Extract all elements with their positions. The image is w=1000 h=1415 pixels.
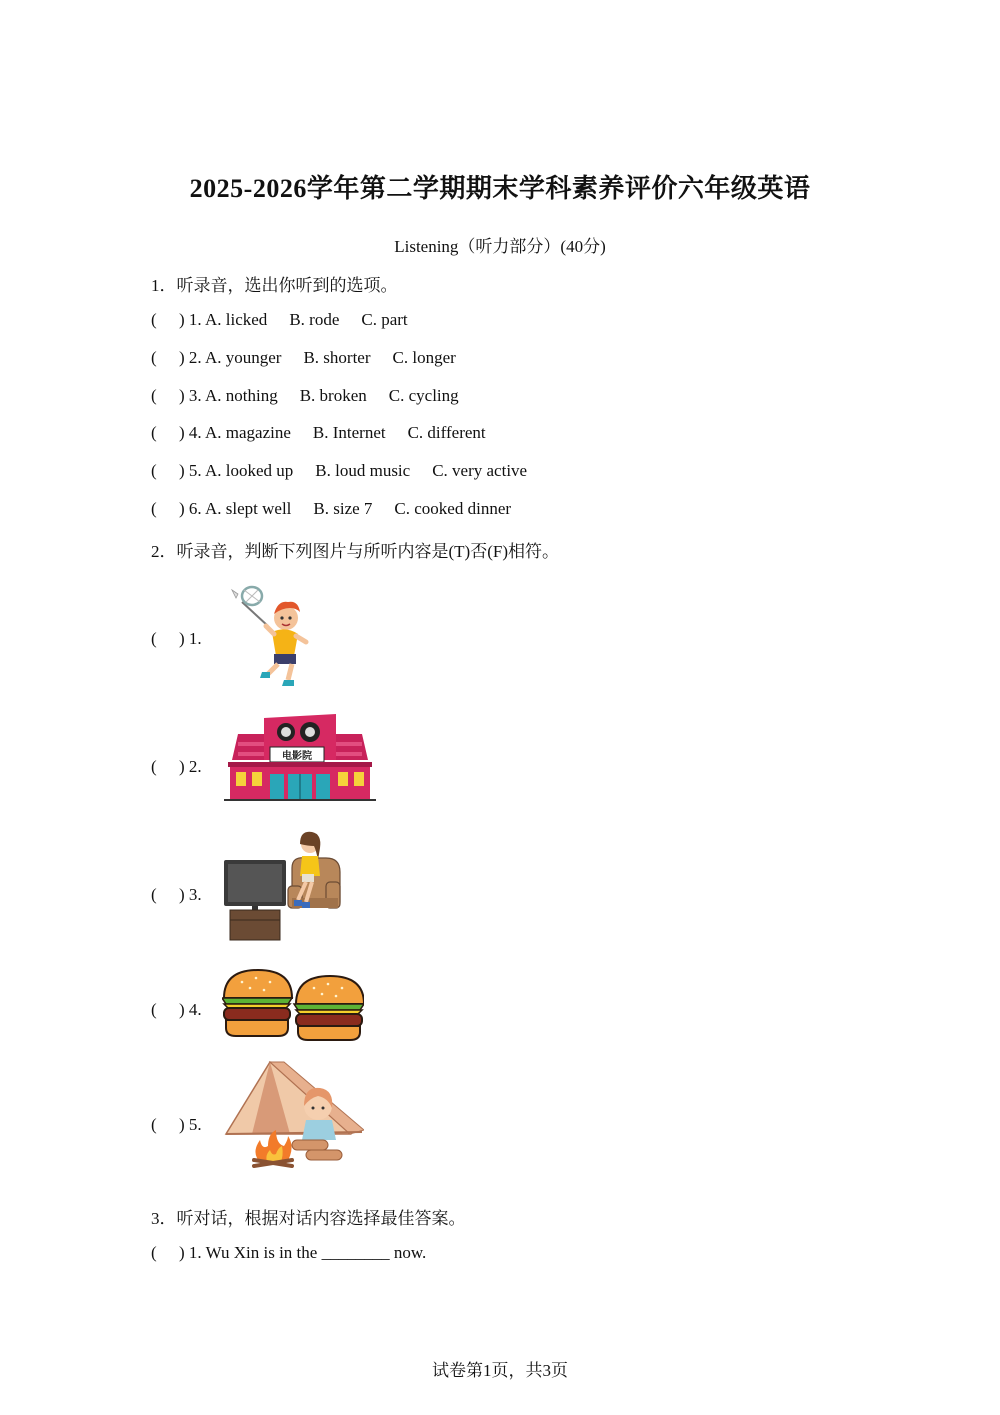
question-number: ) 4. (179, 423, 202, 442)
answer-paren: ( (151, 348, 157, 367)
question-number: ) 2. (179, 348, 202, 367)
question-row (151, 499, 511, 519)
section3-heading: 3．听对话，根据对话内容选择最佳答案。 (151, 1209, 466, 1228)
answer-paren: ( (151, 310, 157, 329)
answer-paren: ( (151, 885, 157, 904)
section1-heading: 1．听录音，选出你听到的选项。 (151, 276, 398, 295)
option-b: B. loud music (315, 461, 411, 480)
answer-paren: ( (151, 757, 157, 776)
section-subtitle: Listening（听力部分）(40分) (394, 237, 606, 256)
option-b: B. size 7 (313, 499, 373, 518)
question-text: Wu Xin is in the ________ now. (205, 1243, 427, 1262)
picture-question-row (151, 757, 202, 777)
option-a: A. magazine (204, 423, 291, 442)
option-b: B. shorter (303, 348, 371, 367)
question-row (151, 348, 456, 368)
answer-paren: ( (151, 1000, 157, 1019)
picture-question-row (151, 1000, 202, 1020)
cinema-icon (222, 712, 378, 804)
question-row (151, 1243, 426, 1263)
question-row (151, 461, 527, 481)
picture-question-row (151, 629, 202, 649)
question-row (151, 386, 459, 406)
picture-question-row (151, 1115, 202, 1135)
answer-paren: ( (151, 1115, 157, 1134)
badminton-boy-icon (222, 580, 322, 688)
girl-watching-tv-icon (222, 828, 342, 944)
option-b: B. broken (299, 386, 367, 405)
hamburgers-icon (222, 968, 364, 1044)
question-row (151, 310, 408, 330)
page-title: 2025-2026学年第二学期期末学科素养评价六年级英语 (189, 174, 811, 203)
option-a: A. younger (204, 348, 282, 367)
answer-paren: ( (151, 1243, 157, 1262)
option-b: B. rode (289, 310, 340, 329)
question-number: ) 3. (179, 885, 202, 904)
option-c: C. different (407, 423, 486, 442)
question-number: ) 5. (179, 1115, 202, 1134)
section2-heading: 2．听录音，判断下列图片与所听内容是(T)否(F)相符。 (151, 542, 559, 561)
question-number: ) 5. (179, 461, 202, 480)
answer-paren: ( (151, 629, 157, 648)
picture-question-row (151, 885, 202, 905)
answer-paren: ( (151, 461, 157, 480)
answer-paren: ( (151, 499, 157, 518)
question-number: ) 1. (179, 310, 202, 329)
answer-paren: ( (151, 423, 157, 442)
question-number: ) 2. (179, 757, 202, 776)
option-a: A. nothing (204, 386, 278, 405)
question-number: ) 1. (179, 629, 202, 648)
option-c: C. cooked dinner (394, 499, 512, 518)
option-a: A. slept well (204, 499, 292, 518)
option-a: A. looked up (204, 461, 294, 480)
option-c: C. longer (392, 348, 456, 367)
cinema-sign: 电影院 (282, 751, 312, 762)
camping-tent-icon (222, 1060, 364, 1172)
page-footer: 试卷第1页，共3页 (432, 1361, 568, 1380)
answer-paren: ( (151, 386, 157, 405)
question-row (151, 423, 486, 443)
option-c: C. very active (432, 461, 528, 480)
question-number: ) 6. (179, 499, 202, 518)
option-c: C. cycling (388, 386, 459, 405)
option-c: C. part (361, 310, 408, 329)
option-b: B. Internet (312, 423, 386, 442)
question-number: ) 3. (179, 386, 202, 405)
question-number: ) 4. (179, 1000, 202, 1019)
option-a: A. licked (204, 310, 268, 329)
question-number: ) 1. (179, 1243, 202, 1262)
